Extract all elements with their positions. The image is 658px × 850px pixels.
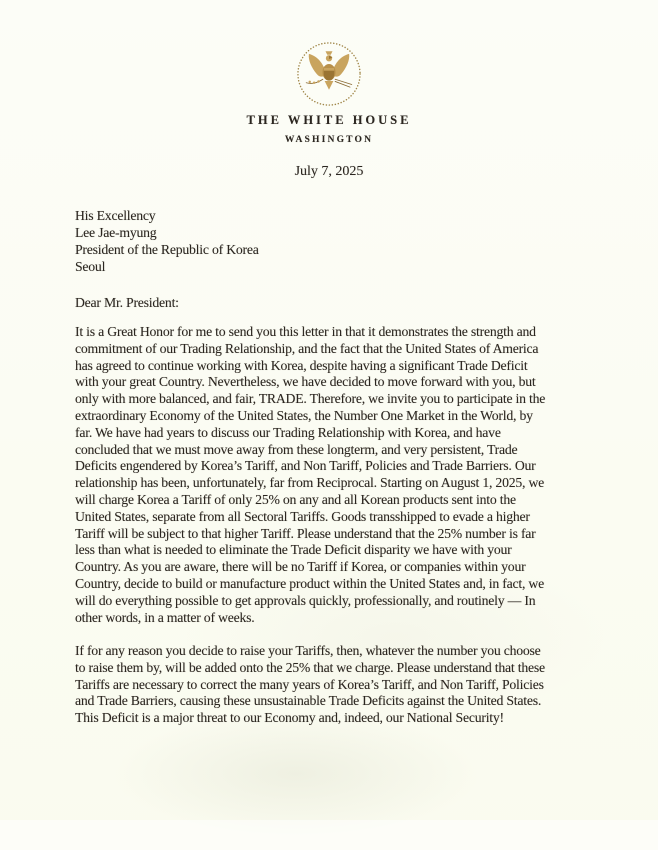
body-paragraph-2 (75, 643, 545, 727)
text-line: Lee Jae-myung (75, 225, 157, 240)
text-line: and Trade Barriers, causing these unsustainable Trade Deficits against the United States. (75, 693, 542, 709)
text-line: relationship has been, unfortunately, far from Reciprocal. Starting on August 1, 2025, we (75, 475, 545, 491)
text-line: His Excellency (75, 208, 156, 223)
text-line: other words, in a matter of weeks. (75, 609, 255, 625)
text-line: commitment of our Trading Relationship, and the fact that the United States of America (75, 340, 539, 356)
letterhead-city: WASHINGTON (284, 134, 374, 145)
body-paragraph-1 (75, 324, 545, 626)
text-line: Deficits engendered by Korea’s Tariff, and Non Tariff, Policies and Trade Barriers. Our (75, 458, 536, 474)
text-line: less than what is needed to eliminate the Trade Deficit disparity we have with your (75, 542, 512, 558)
letter-date: July 7, 2025 (294, 164, 364, 179)
presidential-seal-icon (294, 39, 364, 109)
text-line: Country, decide to build or manufacture product within the United States and, in fact, we (75, 575, 544, 591)
text-line: Seoul (75, 259, 106, 274)
text-line: This Deficit is a major threat to our Economy and, indeed, our National Security! (75, 710, 504, 726)
recipient-address (75, 207, 259, 275)
text-line: It is a Great Honor for me to send you this letter in that it demonstrates the strength and (75, 324, 536, 339)
text-line: with your great Country. Nevertheless, we have decided to move forward with you, but (75, 374, 536, 390)
text-line: Country. As you are aware, there will be no Tariff if Korea, or companies within your (75, 559, 526, 575)
scan-light-band (0, 820, 658, 850)
letterhead-org: THE WHITE HOUSE (246, 113, 412, 127)
text-line: only with more balanced, and fair, TRADE. Therefore, we invite you to participate in the (75, 391, 546, 407)
text-line: If for any reason you decide to raise your Tariffs, then, whatever the number you choose (75, 643, 541, 658)
text-line: will do everything possible to get approvals quickly, professionally, and routinely — In (75, 592, 536, 608)
text-line: will charge Korea a Tariff of only 25% on any and all Korean products sent into the (75, 491, 516, 507)
text-line: Tariff will be subject to that higher Tariff. Please understand that the 25% number is far (75, 525, 536, 541)
text-line: extraordinary Economy of the United States, the Number One Market in the World, by (75, 407, 533, 423)
text-line: has agreed to continue working with Korea, despite having a significant Trade Deficit (75, 357, 528, 373)
text-line: concluded that we must move away from these longterm, and very persistent, Trade (75, 441, 518, 457)
salutation: Dear Mr. President: (75, 295, 179, 310)
text-line: Tariffs are necessary to correct the many years of Korea’s Tariff, and Non Tariff, Policies (75, 676, 544, 692)
text-line: far. We have had years to discuss our Trading Relationship with Korea, and have (75, 424, 501, 440)
text-line: President of the Republic of Korea (75, 242, 259, 257)
text-line: United States, separate from all Sectoral Tariffs. Goods transshipped to evade a higher (75, 508, 530, 524)
text-line: to raise them by, will be added onto the 25% that we charge. Please understand that these (75, 659, 545, 675)
